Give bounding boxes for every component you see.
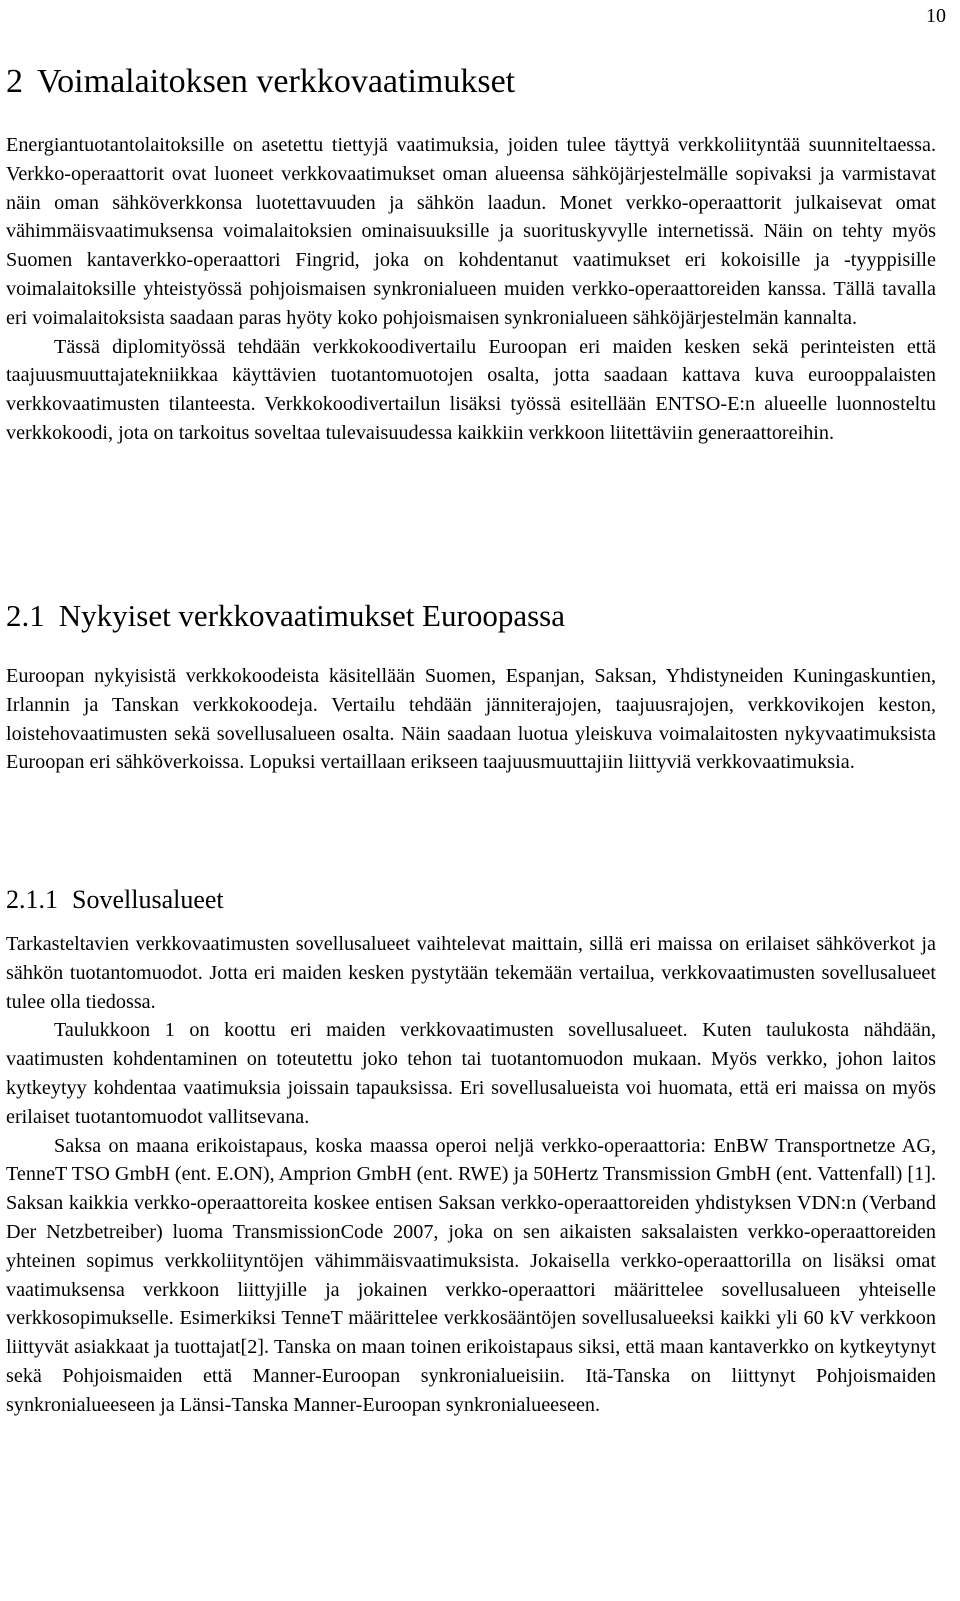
subsection-heading [6,883,224,917]
paragraph: Energiantuotantolaitoksille on asetettu tiettyjä vaatimuksia, joiden tulee täyttyä verkkoliityntää suunniteltaessa. Verkko-operaattorit ovat luoneet verkkovaatimukset oman alueensa sähköjärjestelmälle sopivaksi ja varmistavat näin oman sähköverkkonsa luotettavuuden ja sähkön laadun. Monet verkko-operaattorit julkaisevat omat vähimmäisvaatimuksensa voimalaitoksien ominaisuuksille ja suorituskyvylle internetissä. Näin on tehty myös Suomen kantaverkko-operaattori Fingrid, joka on kohdentanut vaatimukset eri kokoisille ja -tyyppisille voimalaitoksille yhteistyössä pohjoismaisen synkronialueen muiden verkko-operaattoreiden kanssa. Tällä tavalla eri voimalaitoksista saadaan paras hyöty koko pohjoismaisen synkronialueen sähköjärjestelmän kannalta. [6,134,936,329]
section-body [6,662,936,777]
paragraph: Tarkasteltavien verkkovaatimusten sovellusalueet vaihtelevat maittain, sillä eri maissa on erilaiset sähköverkot ja sähkön tuotantomuodot. Jotta eri maiden kesken pystytään tekemään vertailua, verkkovaatimusten sovellusalueet tulee olla tiedossa. [6,933,936,1013]
paragraph: Taulukkoon 1 on koottu eri maiden verkkovaatimusten sovellusalueet. Kuten taulukosta nähdään, vaatimusten kohdentaminen on toteutettu joko tehon tai tuotantomuodon mukaan. Myös verkko, johon laitos kytkeytyy kohdentaa vaatimuksia joissain tapauksissa. Eri sovellusalueista voi huomata, että eri maissa on myös erilaiset tuotantomuodot vallitsevana. [6,1019,936,1128]
chapter-body [6,131,936,448]
section-number: 2.1 [6,598,45,633]
page-number: 10 [926,5,946,27]
paragraph: Euroopan nykyisistä verkkokoodeista käsitellään Suomen, Espanjan, Saksan, Yhdistyneiden Kuningaskuntien, Irlannin ja Tanskan verkkokoodeja. Vertailu tehdään jänniterajojen, taajuusrajojen, verkkovikojen keston, loistehovaatimusten sekä sovellusalueen osalta. Näin saadaan luotua yleiskuva voimalaitosten nykyvaatimuksista Euroopan eri sähköverkoissa. Lopuksi vertaillaan erikseen taajuusmuuttajiin liittyviä verkkovaatimuksia. [6,665,936,774]
subsection-body [6,930,936,1420]
chapter-number: 2 [6,63,23,100]
chapter-heading [6,60,515,104]
subsection-number: 2.1.1 [6,885,58,914]
paragraph: Tässä diplomityössä tehdään verkkokoodivertailu Euroopan eri maiden kesken sekä perinteisten että taajuusmuuttajatekniikkaa käyttävien tuotantomuotojen osalta, jotta saadaan kattava kuva eurooppalaisten verkkovaatimusten tilanteesta. Verkkokoodivertailun lisäksi työssä esitellään ENTSO-E:n alueelle luonnosteltu verkkokoodi, jota on tarkoitus soveltaa tulevaisuudessa kaikkiin verkkoon liitettäviin generaattoreihin. [6,335,936,444]
section-heading [6,596,565,636]
subsection-title: Sovellusalueet [72,885,224,914]
chapter-title: Voimalaitoksen verkkovaatimukset [37,63,516,100]
paragraph: Saksa on maana erikoistapaus, koska maassa operoi neljä verkko-operaattoria: EnBW Transportnetze AG, TenneT TSO GmbH (ent. E.ON), Amprion GmbH (ent. RWE) ja 50Hertz Transmission GmbH (ent. Vattenfall) [1]. Saksan kaikkia verkko-operaattoreita koskee entisen Saksan verkko-operaattoreiden yhdistyksen VDN:n (Verband Der Netzbetreiber) luoma TransmissionCode 2007, joka on sen aikaisten saksalaisten verkko-operaattoreiden yhteinen sopimus verkkoliityntöjen vähimmäisvaatimuksista. Jokaisella verkko-operaattorilla on lisäksi omat vaatimuksensa verkkoon liittyjille ja jokainen verkko-operaattori määrittelee sovellusalueen yhteiselle verkkosopimukselle. Esimerkiksi TenneT määrittelee verkkosääntöjen sovellusalueeksi kaikki yli 60 kV verkkoon liittyvät asiakkaat ja tuottajat[2]. Tanska on maan toinen erikoistapaus siksi, että maan kantaverkko on kytkeytynyt sekä Pohjoismaiden että Manner-Euroopan synkronialueisiin. Itä-Tanska on liittynyt Pohjoismaiden synkronialueeseen ja Länsi-Tanska Manner-Euroopan synkronialueeseen. [6,1134,936,1416]
section-title: Nykyiset verkkovaatimukset Euroopassa [58,598,565,633]
